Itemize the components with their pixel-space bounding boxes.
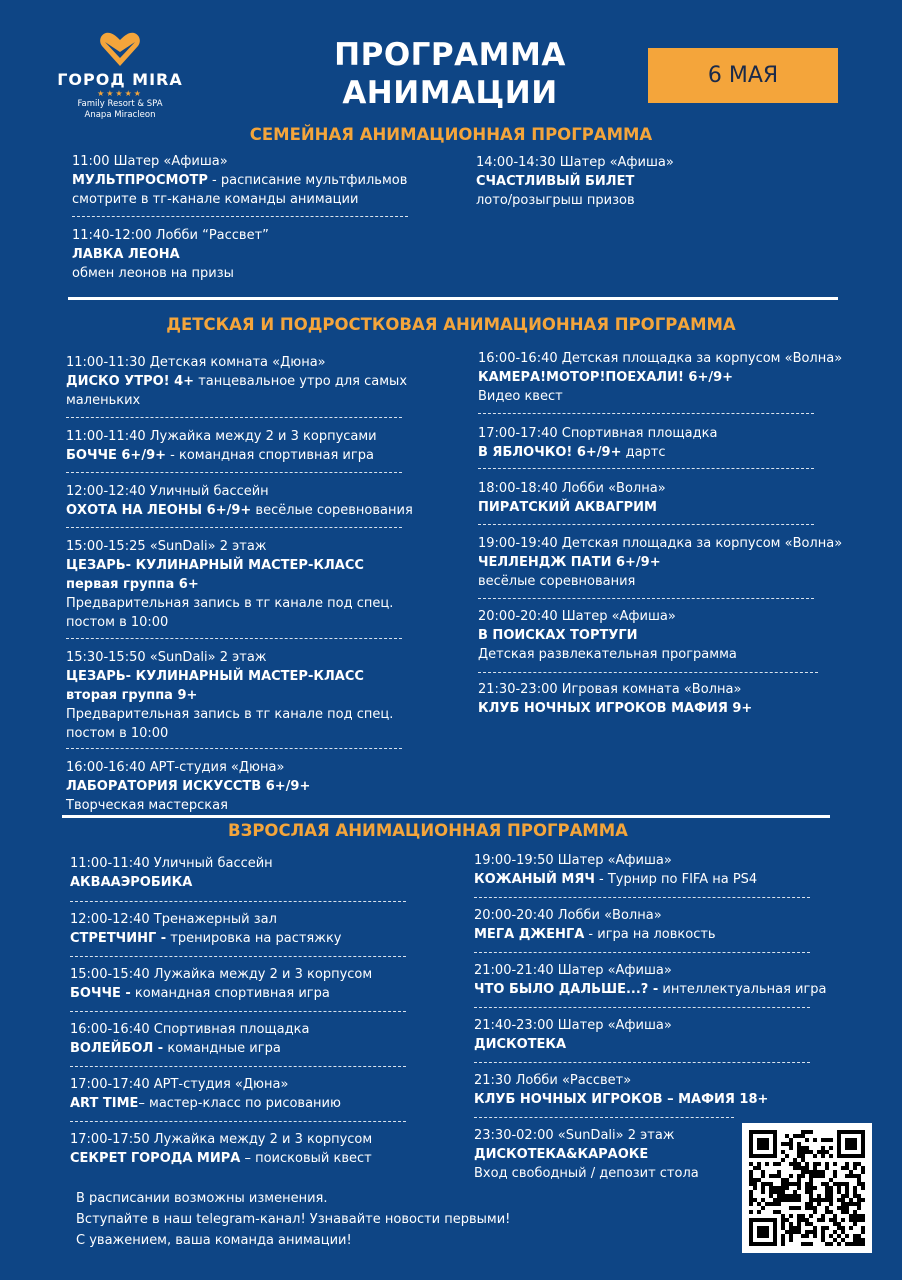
event-desc: тренировка на растяжку (166, 931, 342, 946)
event-desc: командная спортивная игра (130, 986, 330, 1001)
event-name: КАМЕРА!МОТОР!ПОЕХАЛИ! 6+/9+ (478, 370, 734, 385)
footer-line-1: В расписании возможны изменения. (76, 1191, 328, 1206)
adult-event-4 (70, 1075, 450, 1113)
event-desc: - игра на ловкость (584, 927, 716, 942)
event-name: МЕГА ДЖЕНГА (474, 927, 585, 942)
logo-name: ГОРОД MIRA (57, 70, 183, 89)
adult-section-title: ВЗРОСЛАЯ АНИМАЦИОННАЯ ПРОГРАММА (228, 821, 628, 840)
divider (478, 468, 814, 469)
event-name: АКВААЭРОБИКА (70, 875, 193, 890)
event-time: 12:00-12:40 Уличный бассейн (66, 484, 269, 499)
event-time: 23:30-02:00 «SunDali» 2 этаж (474, 1128, 675, 1143)
event-time: 11:00-11:30 Детская комната «Дюна» (66, 355, 326, 370)
divider (70, 901, 406, 902)
divider (72, 216, 408, 217)
logo-stars: ★★★★★ (97, 89, 143, 98)
adult-event-7 (474, 906, 854, 944)
event-time: 17:00-17:40 АРТ-студия «Дюна» (70, 1077, 289, 1092)
event-name: ДИСКОТЕКА (474, 1037, 567, 1052)
page-title (300, 36, 600, 112)
family-event-2 (476, 153, 856, 210)
event-time: 21:40-23:00 Шатер «Афиша» (474, 1018, 672, 1033)
event-desc: Видео квест (478, 389, 563, 404)
kids-event-7 (478, 424, 858, 462)
event-name: КЛУБ НОЧНЫХ ИГРОКОВ МАФИЯ 9+ (478, 701, 753, 716)
event-time: 16:00-16:40 АРТ-студия «Дюна» (66, 760, 285, 775)
event-time: 20:00-20:40 Шатер «Афиша» (478, 609, 676, 624)
divider (66, 748, 402, 749)
event-time: 15:00-15:25 «SunDali» 2 этаж (66, 539, 267, 554)
event-desc: дартс (621, 445, 666, 460)
divider (70, 1011, 406, 1012)
kids-event-5 (66, 758, 446, 815)
event-time: 16:00-16:40 Спортивная площадка (70, 1022, 310, 1037)
footer-line-2: Вступайте в наш telegram-канал! Узнавайте новости первыми! (76, 1212, 511, 1227)
event-desc: – поисковый квест (240, 1151, 372, 1166)
divider (474, 897, 810, 898)
divider (66, 527, 402, 528)
event-name: ДИСКОТЕКА&КАРАОКЕ (474, 1147, 649, 1162)
event-desc: весёлые соревнования (478, 574, 636, 589)
kids-event-0 (66, 353, 436, 410)
divider (70, 1121, 406, 1122)
divider (478, 598, 814, 599)
date-label: 6 МАЯ (707, 63, 779, 88)
event-name: СЕКРЕТ ГОРОДА МИРА (70, 1151, 241, 1166)
event-group: первая группа 6+ (66, 577, 199, 592)
page-title-line-1: ПРОГРАММА (334, 37, 566, 73)
event-name: СЧАСТЛИВЫЙ БИЛЕТ (476, 174, 635, 189)
event-name: ЧЕЛЛЕНДЖ ПАТИ 6+/9+ (478, 555, 661, 570)
divider (66, 417, 402, 418)
event-time: 11:00-11:40 Уличный бассейн (70, 856, 273, 871)
event-desc: интеллектуальная игра (658, 982, 827, 997)
event-name: ПИРАТСКИЙ АКВАГРИМ (478, 500, 657, 515)
event-time: 17:00-17:50 Лужайка между 2 и 3 корпусом (70, 1132, 373, 1147)
event-time: 11:00 Шатер «Афиша» (72, 154, 228, 169)
event-desc: – мастер-класс по рисованию (138, 1096, 341, 1111)
page-title-line-2: АНИМАЦИИ (342, 75, 558, 111)
logo-subtitle-2: Anapa Miracleon (84, 110, 156, 120)
event-name: ЧТО БЫЛО ДАЛЬШЕ...? - (474, 982, 659, 997)
adult-event-9 (474, 1016, 854, 1054)
event-time: 19:00-19:50 Шатер «Афиша» (474, 853, 672, 868)
event-time: 14:00-14:30 Шатер «Афиша» (476, 155, 674, 170)
adult-event-3 (70, 1020, 450, 1058)
event-name: СТРЕТЧИНГ - (70, 931, 167, 946)
event-name: ЛАБОРАТОРИЯ ИСКУССТВ 6+/9+ (66, 779, 311, 794)
footer-line-3: С уважением, ваша команда анимации! (76, 1233, 352, 1248)
event-name: КОЖАНЫЙ МЯЧ (474, 872, 595, 887)
heart-logo-icon (99, 30, 141, 68)
event-time: 15:30-15:50 «SunDali» 2 этаж (66, 650, 267, 665)
kids-event-1 (66, 427, 446, 465)
kids-event-10 (478, 607, 858, 664)
event-desc: обмен леонов на призы (72, 266, 234, 281)
divider (66, 638, 402, 639)
event-name: ART TIME (70, 1096, 139, 1111)
kids-event-6 (478, 349, 878, 406)
kids-event-4 (66, 648, 416, 743)
event-name: В ЯБЛОЧКО! 6+/9+ (478, 445, 622, 460)
adult-event-8 (474, 961, 864, 999)
adult-event-10 (474, 1071, 854, 1109)
event-time: 17:00-17:40 Спортивная площадка (478, 426, 718, 441)
event-name: БОЧЧЕ 6+/9+ (66, 448, 167, 463)
event-desc: - командная спортивная игра (166, 448, 374, 463)
event-desc: командные игра (163, 1041, 281, 1056)
event-name: ЦЕЗАРЬ- КУЛИНАРНЫЙ МАСТЕР-КЛАСС (66, 669, 364, 684)
family-section-title: СЕМЕЙНАЯ АНИМАЦИОННАЯ ПРОГРАММА (249, 125, 653, 144)
kids-event-2 (66, 482, 446, 520)
event-time: 18:00-18:40 Лобби «Волна» (478, 481, 666, 496)
footer-note (76, 1188, 510, 1251)
adult-event-6 (474, 851, 854, 889)
event-name: ДИСКО УТРО! 4+ (66, 374, 195, 389)
telegram-qr-code[interactable] (742, 1123, 872, 1253)
date-badge (648, 48, 838, 103)
family-event-0 (72, 152, 442, 209)
logo-subtitle-1: Family Resort & SPA (77, 99, 163, 109)
divider (478, 524, 814, 525)
divider (70, 1066, 406, 1067)
divider (474, 1007, 810, 1008)
event-desc: Детская развлекательная программа (478, 647, 737, 662)
family-event-1 (72, 226, 442, 283)
event-time: 11:00-11:40 Лужайка между 2 и 3 корпусами (66, 429, 377, 444)
divider (474, 1117, 734, 1118)
event-time: 12:00-12:40 Тренажерный зал (70, 912, 277, 927)
event-desc: Вход свободный / депозит стола (474, 1166, 699, 1181)
event-name: ВОЛЕЙБОЛ - (70, 1041, 164, 1056)
divider (474, 1062, 810, 1063)
kids-event-8 (478, 479, 858, 517)
event-time: 20:00-20:40 Лобби «Волна» (474, 908, 662, 923)
kids-event-3 (66, 537, 416, 632)
kids-event-9 (478, 534, 878, 591)
event-desc: Творческая мастерская (66, 798, 228, 813)
event-desc: танцевальное утро для самых маленьких (66, 374, 408, 408)
event-desc: - Турнир по FIFA на PS4 (594, 872, 758, 887)
event-desc: Предварительная запись в тг канале под спец. постом в 10:00 (66, 596, 394, 630)
adult-event-0 (70, 854, 440, 892)
event-name: ОХОТА НА ЛЕОНЫ 6+/9+ (66, 503, 252, 518)
section-divider (62, 815, 830, 818)
adult-event-5 (70, 1130, 450, 1168)
divider (478, 672, 818, 673)
kids-section-title: ДЕТСКАЯ И ПОДРОСТКОВАЯ АНИМАЦИОННАЯ ПРОГРАММА (166, 315, 736, 334)
event-name: МУЛЬТПРОСМОТР (72, 173, 208, 188)
event-desc: Предварительная запись в тг канале под спец. постом в 10:00 (66, 707, 394, 741)
divider (70, 956, 406, 957)
event-time: 16:00-16:40 Детская площадка за корпусом «Волна» (478, 351, 843, 366)
event-time: 11:40-12:00 Лобби “Рассвет” (72, 228, 269, 243)
event-time: 21:30 Лобби «Рассвет» (474, 1073, 632, 1088)
adult-event-2 (70, 965, 450, 1003)
divider (478, 413, 814, 414)
event-desc: весёлые соревнования (251, 503, 413, 518)
event-time: 19:00-19:40 Детская площадка за корпусом «Волна» (478, 536, 843, 551)
event-name: ЦЕЗАРЬ- КУЛИНАРНЫЙ МАСТЕР-КЛАСС (66, 558, 364, 573)
qr-code-icon (742, 1123, 872, 1253)
event-time: 21:30-23:00 Игровая комната «Волна» (478, 682, 742, 697)
event-name: БОЧЧЕ - (70, 986, 131, 1001)
event-name: В ПОИСКАХ ТОРТУГИ (478, 628, 638, 643)
event-name: ЛАВКА ЛЕОНА (72, 247, 180, 262)
event-desc: - расписание мультфильмов смотрите в тг-канале команды анимации (72, 173, 408, 207)
adult-event-1 (70, 910, 450, 948)
event-name: КЛУБ НОЧНЫХ ИГРОКОВ – МАФИЯ 18+ (474, 1092, 769, 1107)
adult-event-11 (474, 1126, 744, 1183)
section-divider (68, 297, 838, 300)
divider (474, 952, 810, 953)
divider (66, 472, 402, 473)
kids-event-11 (478, 680, 858, 718)
event-time: 21:00-21:40 Шатер «Афиша» (474, 963, 672, 978)
resort-logo (50, 30, 190, 130)
event-desc: лото/розыгрыш призов (476, 193, 635, 208)
event-group: вторая группа 9+ (66, 688, 198, 703)
event-time: 15:00-15:40 Лужайка между 2 и 3 корпусом (70, 967, 373, 982)
